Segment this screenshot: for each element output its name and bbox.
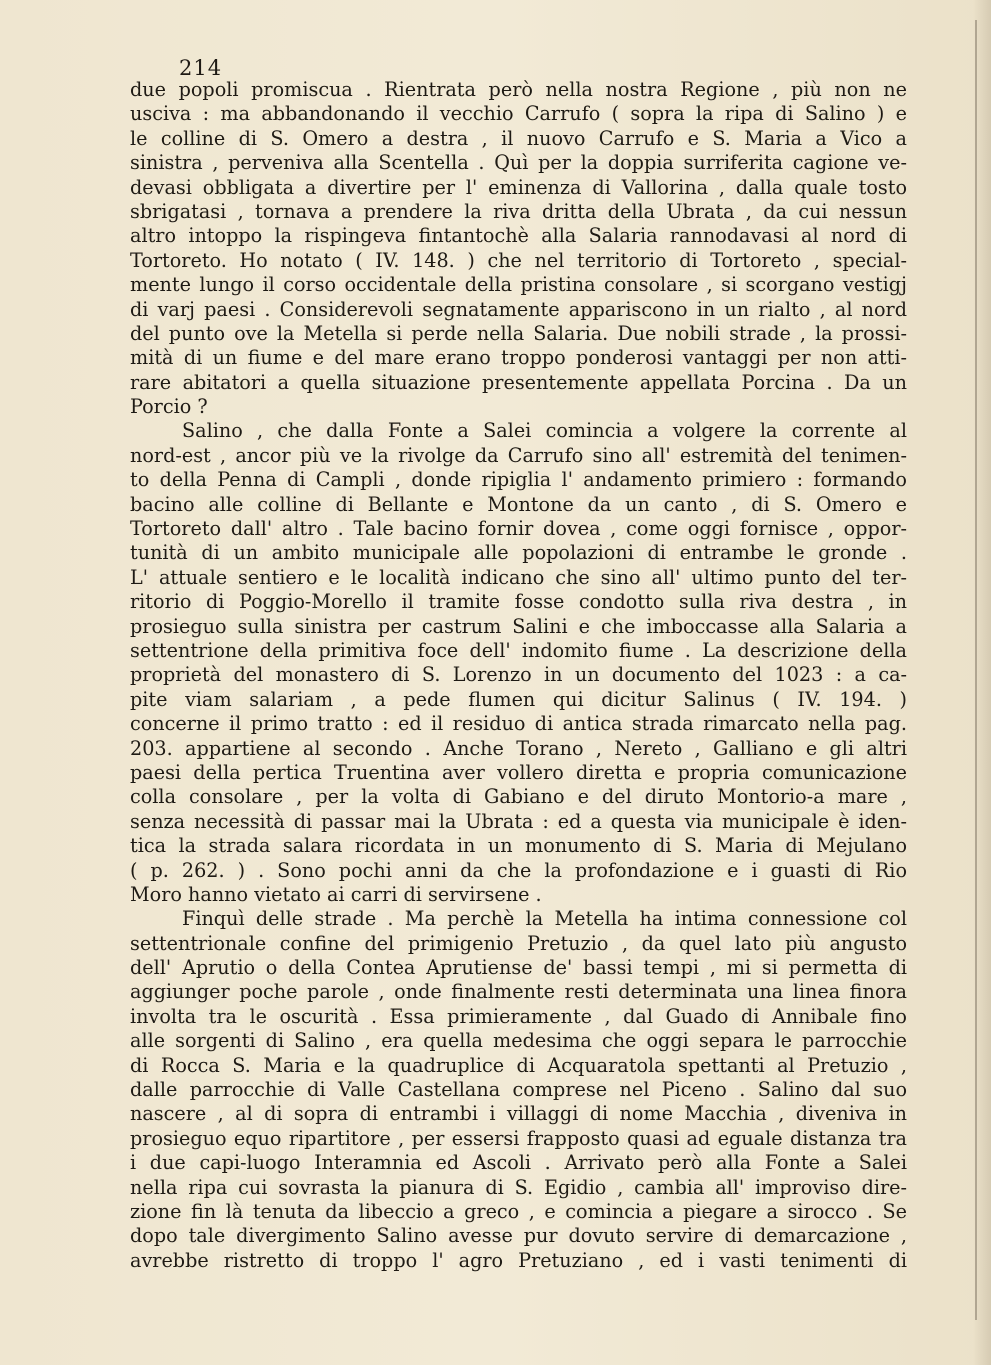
body-text <box>130 78 907 1273</box>
page-number: 214 <box>179 56 223 80</box>
text-line: altro intoppo la rispingeva fintantochè alla Salaria rannodavasi al nord di <box>130 224 907 248</box>
text-line: Porcio ? <box>130 395 208 419</box>
text-line: prosieguo sulla sinistra per castrum Salini e che imboccasse alla Salaria a <box>130 614 907 638</box>
text-line: due popoli promiscua . Rientrata però nella nostra Regione , più non ne <box>130 78 907 101</box>
text-line: dalle parrocchie di Valle Castellana comprese nel Piceno . Salino dal suo <box>130 1078 907 1102</box>
text-line: Salino , che dalla Fonte a Salei comincia a volgere la corrente al <box>182 419 907 443</box>
text-line: settentrione della primitiva foce dell' indomito fiume . La descrizione della <box>130 638 907 662</box>
text-line: mente lungo il corso occidentale della pristina consolare , si scorgano vestigj <box>130 273 907 297</box>
text-line: senza necessità di passar mai la Ubrata : ed a questa via municipale è iden- <box>130 809 907 833</box>
text-line: pite viam salariam , a pede flumen qui dicitur Salinus ( IV. 194. ) <box>130 687 907 711</box>
text-line: del punto ove la Metella si perde nella Salaria. Due nobili strade , la prossi- <box>130 321 907 345</box>
text-line: usciva : ma abbandonando il vecchio Carrufo ( sopra la ripa di Salino ) e <box>130 102 907 126</box>
text-line: paesi della pertica Truentina aver vollero diretta e propria comunicazione <box>130 760 907 784</box>
text-line: zione fin là tenuta da libeccio a greco , e comincia a piegare a sirocco . Se <box>130 1199 907 1223</box>
text-line: devasi obbligata a divertire per l' eminenza di Vallorina , dalla quale tosto <box>130 175 907 199</box>
text-line: colla consolare , per la volta di Gabiano e del diruto Montorio-a mare , <box>130 785 907 809</box>
text-line: Tortoreto dall' altro . Tale bacino fornir dovea , come oggi fornisce , oppor- <box>130 517 907 541</box>
text-line: avrebbe ristretto di troppo l' agro Pretuziano , ed i vasti tenimenti di <box>130 1248 907 1272</box>
page-edge-line <box>975 20 977 1320</box>
text-line: le colline di S. Omero a destra , il nuovo Carrufo e S. Maria a Vico a <box>130 126 907 150</box>
text-line: bacino alle colline di Bellante e Montone da un canto , di S. Omero e <box>130 492 907 516</box>
text-line: ( p. 262. ) . Sono pochi anni da che la profondazione e i guasti di Rio <box>130 858 907 882</box>
text-line: mità di un fiume e del mare erano troppo ponderosi vantaggi per non atti- <box>130 346 907 370</box>
text-line: settentrionale confine del primigenio Pretuzio , da quel lato più angusto <box>130 931 907 955</box>
text-line: sbrigatasi , tornava a prendere la riva dritta della Ubrata , da cui nessun <box>130 199 907 223</box>
text-line: to della Penna di Campli , donde ripiglia l' andamento primiero : formando <box>130 468 907 492</box>
text-line: i due capi-luogo Interamnia ed Ascoli . Arrivato però alla Fonte a Salei <box>130 1151 907 1175</box>
text-line: Tortoreto. Ho notato ( IV. 148. ) che nel territorio di Tortoreto , special- <box>130 248 907 272</box>
text-line: nascere , al di sopra di entrambi i villaggi di nome Macchia , diveniva in <box>130 1102 907 1126</box>
text-line: ritorio di Poggio-Morello il tramite fosse condotto sulla riva destra , in <box>130 590 907 614</box>
text-line: di varj paesi . Considerevoli segnatamente appariscono in un rialto , al nord <box>130 297 907 321</box>
text-line: Finquì delle strade . Ma perchè la Metella ha intima connessione col <box>182 907 907 931</box>
text-line: tica la strada salara ricordata in un monumento di S. Maria di Mejulano <box>130 834 907 858</box>
text-line: di Rocca S. Maria e la quadruplice di Acquaratola spettanti al Pretuzio , <box>130 1053 907 1077</box>
text-line: prosieguo equo ripartitore , per essersi frapposto quasi ad eguale distanza tra <box>130 1126 907 1150</box>
text-line: sinistra , perveniva alla Scentella . Quì per la doppia surriferita cagione ve- <box>130 151 907 175</box>
text-line: 203. appartiene al secondo . Anche Torano , Nereto , Galliano e gli altri <box>130 736 907 760</box>
text-line: involta tra le oscurità . Essa primieramente , dal Guado di Annibale fino <box>130 1004 907 1028</box>
text-line: Moro hanno vietato ai carri di servirsene . <box>130 882 542 906</box>
text-line: aggiunger poche parole , onde finalmente resti determinata una linea finora <box>130 980 907 1004</box>
text-line: proprietà del monastero di S. Lorenzo in un documento del 1023 : a ca- <box>130 663 907 687</box>
text-line: concerne il primo tratto : ed il residuo di antica strada rimarcato nella pag. <box>130 712 907 736</box>
text-line: L' attuale sentiero e le località indicano che sino all' ultimo punto del ter- <box>130 565 907 589</box>
text-line: rare abitatori a quella situazione presentemente appellata Porcina . Da un <box>130 370 907 394</box>
text-line: dell' Aprutio o della Contea Aprutiense de' bassi tempi , mi si permetta di <box>130 956 907 980</box>
text-line: alle sorgenti di Salino , era quella medesima che oggi separa le parrocchie <box>130 1029 907 1053</box>
text-line: tunità di un ambito municipale alle popolazioni di entrambe le gronde . <box>130 541 907 565</box>
text-line: nella ripa cui sovrasta la pianura di S. Egidio , cambia all' improviso dire- <box>130 1175 907 1199</box>
text-line: nord-est , ancor più ve la rivolge da Carrufo sino all' estremità del tenimen- <box>130 443 907 467</box>
text-line: dopo tale divergimento Salino avesse pur dovuto servire di demarcazione , <box>130 1224 907 1248</box>
